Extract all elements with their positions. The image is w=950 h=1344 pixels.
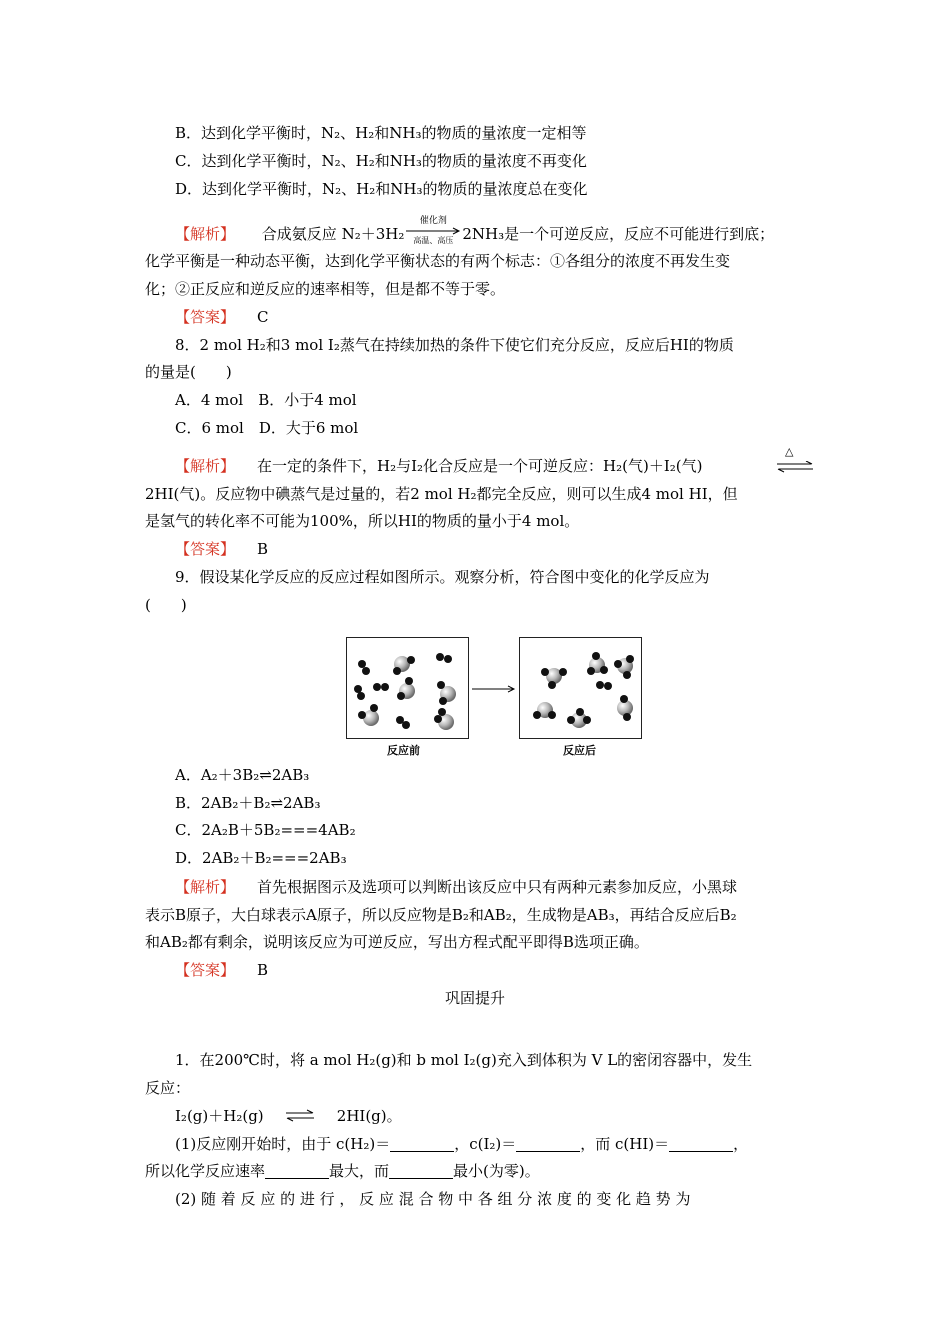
heat-equilibrium-arrow (775, 447, 815, 473)
q8-analysis-text: 在一定的条件下，H₂与I₂化合反应是一个可逆反应：H₂(气)＋I₂(气) (257, 457, 703, 475)
b-atom (559, 668, 567, 676)
q8-analysis-line1 (175, 456, 703, 476)
b-atom (576, 708, 584, 716)
q8-answer (175, 539, 268, 559)
q7-answer (175, 307, 269, 327)
b-atom (358, 711, 366, 719)
b-atom (438, 708, 446, 716)
molecules-after (520, 638, 641, 738)
figure-before-box (346, 637, 469, 739)
equilibrium-arrow-icon (285, 1109, 315, 1123)
section-title: 巩固提升 (444, 989, 505, 1007)
p1-part1-text-e: 所以化学反应速率 (145, 1162, 266, 1180)
answer-tag: 【答案】 (175, 961, 236, 979)
q9-option-c: C．2A₂B＋5B₂===4AB₂ (175, 821, 356, 839)
b-atom (439, 697, 447, 705)
q7-option-d: D．达到化学平衡时，N₂、H₂和NH₃的物质的量浓度总在变化 (175, 180, 588, 198)
b-atom (604, 682, 612, 690)
p1-part1-text-d: ， (733, 1135, 749, 1153)
b-atom (407, 656, 415, 664)
b-atom (405, 677, 413, 685)
p1-part1-text-f: 最大，而 (329, 1162, 390, 1180)
equation-right: 2HI(g)。 (336, 1107, 402, 1125)
q7-option-c: C．达到化学平衡时，N₂、H₂和NH₃的物质的量浓度不再变化 (175, 152, 587, 170)
answer-blank[interactable] (265, 1164, 329, 1179)
answer-value: B (257, 540, 269, 558)
p1-part1-text-b: ，c(I₂)＝ (454, 1135, 517, 1153)
analysis-tag: 【解析】 (175, 878, 236, 896)
b-atom (614, 660, 622, 668)
analysis-tag: 【解析】 (175, 457, 236, 475)
b-atom (548, 681, 556, 689)
b-atom (596, 681, 604, 689)
b-atom (373, 683, 381, 691)
q9-option-d: D．2AB₂＋B₂===2AB₃ (175, 849, 347, 867)
answer-blank[interactable] (389, 1164, 453, 1179)
q9-analysis-line3: 和AB₂都有剩余，说明该反应为可逆反应，写出方程式配平即得B选项正确。 (145, 933, 649, 951)
b-atom (370, 704, 378, 712)
b-atom (600, 666, 608, 674)
p1-part1-line1 (175, 1134, 748, 1154)
q9-option-a: A．A₂＋3B₂⇌2AB₃ (175, 766, 310, 784)
q9-analysis-line2: 表示B原子，大白球表示A原子，所以反应物是B₂和AB₂，生成物是AB₃，再结合反应后B₂ (145, 906, 737, 924)
b-atom (533, 711, 541, 719)
p1-equation (175, 1106, 402, 1126)
b-atom (548, 711, 556, 719)
b-atom (397, 692, 405, 700)
q8-stem-line2: 的量是( ) (145, 363, 232, 381)
b-atom (623, 713, 631, 721)
caption-before: 反应前 (387, 744, 420, 757)
figure-after-box (519, 637, 642, 739)
b-atom (402, 721, 410, 729)
q7-analysis-line3: 化；②正反应和逆反应的速率相等，但是都不等于零。 (145, 280, 506, 298)
q9-analysis-text: 首先根据图示及选项可以判断出该反应中只有两种元素参加反应，小黑球 (257, 878, 738, 896)
b-atom (437, 681, 445, 689)
q8-options-ab: A．4 mol B．小于4 mol (175, 391, 357, 409)
q8-stem-line1: 8．2 mol H₂和3 mol I₂蒸气在持续加热的条件下使它们充分反应，反应后HI的物质 (175, 336, 734, 354)
p1-part1-text-c: ，而 c(HI)＝ (580, 1135, 670, 1153)
b-atom (587, 667, 595, 675)
equation-left: I₂(g)＋H₂(g) (175, 1107, 264, 1125)
q9-stem-line2: ( ) (145, 596, 187, 614)
q7-analysis-text: 2NH₃是一个可逆反应，反应不可能进行到底； (462, 225, 775, 243)
b-atom (444, 655, 452, 663)
answer-tag: 【答案】 (175, 540, 236, 558)
caption-after: 反应后 (563, 744, 596, 757)
p1-stem-line2: 反应： (145, 1079, 191, 1097)
p1-part1-text-g: 最小(为零)。 (453, 1162, 540, 1180)
b-atom (434, 715, 442, 723)
b-atom (358, 660, 366, 668)
p1-part2: (2) 随 着 反 应 的 进 行 ， 反 应 混 合 物 中 各 组 分 浓 度 的 变 化 趋 势 为 (175, 1190, 691, 1208)
p1-part1-line2 (145, 1161, 540, 1181)
b-atom (592, 652, 600, 660)
b-atom (354, 685, 362, 693)
b-atom (436, 653, 444, 661)
conditions-label: 高温、高压 (413, 236, 454, 245)
q7-option-b: B．达到化学平衡时，N₂、H₂和NH₃的物质的量浓度一定相等 (175, 124, 587, 142)
answer-value: C (257, 308, 269, 326)
q7-analysis-pre: 合成氨反应 N₂＋3H₂ (261, 225, 405, 243)
q7-analysis-line1 (175, 216, 775, 245)
b-atom (393, 667, 401, 675)
q8-options-cd: C．6 mol D．大于6 mol (175, 419, 359, 437)
b-atom (626, 655, 634, 663)
p1-stem-line1: 1．在200℃时，将 a mol H₂(g)和 b mol I₂(g)充入到体积为 V L的密闭容器中，发生 (175, 1051, 753, 1069)
catalyst-label: 催化剂 (419, 216, 447, 226)
b-atom (357, 692, 365, 700)
q8-analysis-line2: 2HI(气)。反应物中碘蒸气是过量的，若2 mol H₂都完全反应，则可以生成4 mol HI，但 (145, 485, 738, 503)
b-atom (620, 695, 628, 703)
reaction-arrow-icon (471, 684, 517, 694)
q8-analysis-line3: 是氢气的转化率不可能为100%，所以HI的物质的量小于4 mol。 (145, 512, 580, 530)
answer-blank[interactable] (669, 1137, 733, 1152)
b-atom (541, 668, 549, 676)
q9-stem-line1: 9．假设某化学反应的反应过程如图所示。观察分析，符合图中变化的化学反应为 (175, 568, 710, 586)
q9-analysis-line1 (175, 877, 737, 897)
b-atom (567, 716, 575, 724)
answer-tag: 【答案】 (175, 308, 236, 326)
molecules-before (347, 638, 468, 738)
answer-blank[interactable] (516, 1137, 580, 1152)
answer-blank[interactable] (390, 1137, 454, 1152)
b-atom (583, 716, 591, 724)
q9-option-b: B．2AB₂＋B₂⇌2AB₃ (175, 794, 321, 812)
b-atom (381, 683, 389, 691)
q7-analysis-line2: 化学平衡是一种动态平衡，达到化学平衡状态的有两个标志：①各组分的浓度不再发生变 (145, 252, 731, 270)
b-atom (362, 667, 370, 675)
a-atom (363, 710, 379, 726)
analysis-tag: 【解析】 (175, 225, 236, 243)
answer-value: B (257, 961, 269, 979)
q9-answer (175, 960, 268, 980)
heat-symbol: △ (785, 445, 794, 458)
b-atom (623, 671, 631, 679)
p1-part1-text-a: (1)反应刚开始时，由于 c(H₂)＝ (175, 1135, 391, 1153)
reaction-condition-arrow (404, 216, 462, 245)
